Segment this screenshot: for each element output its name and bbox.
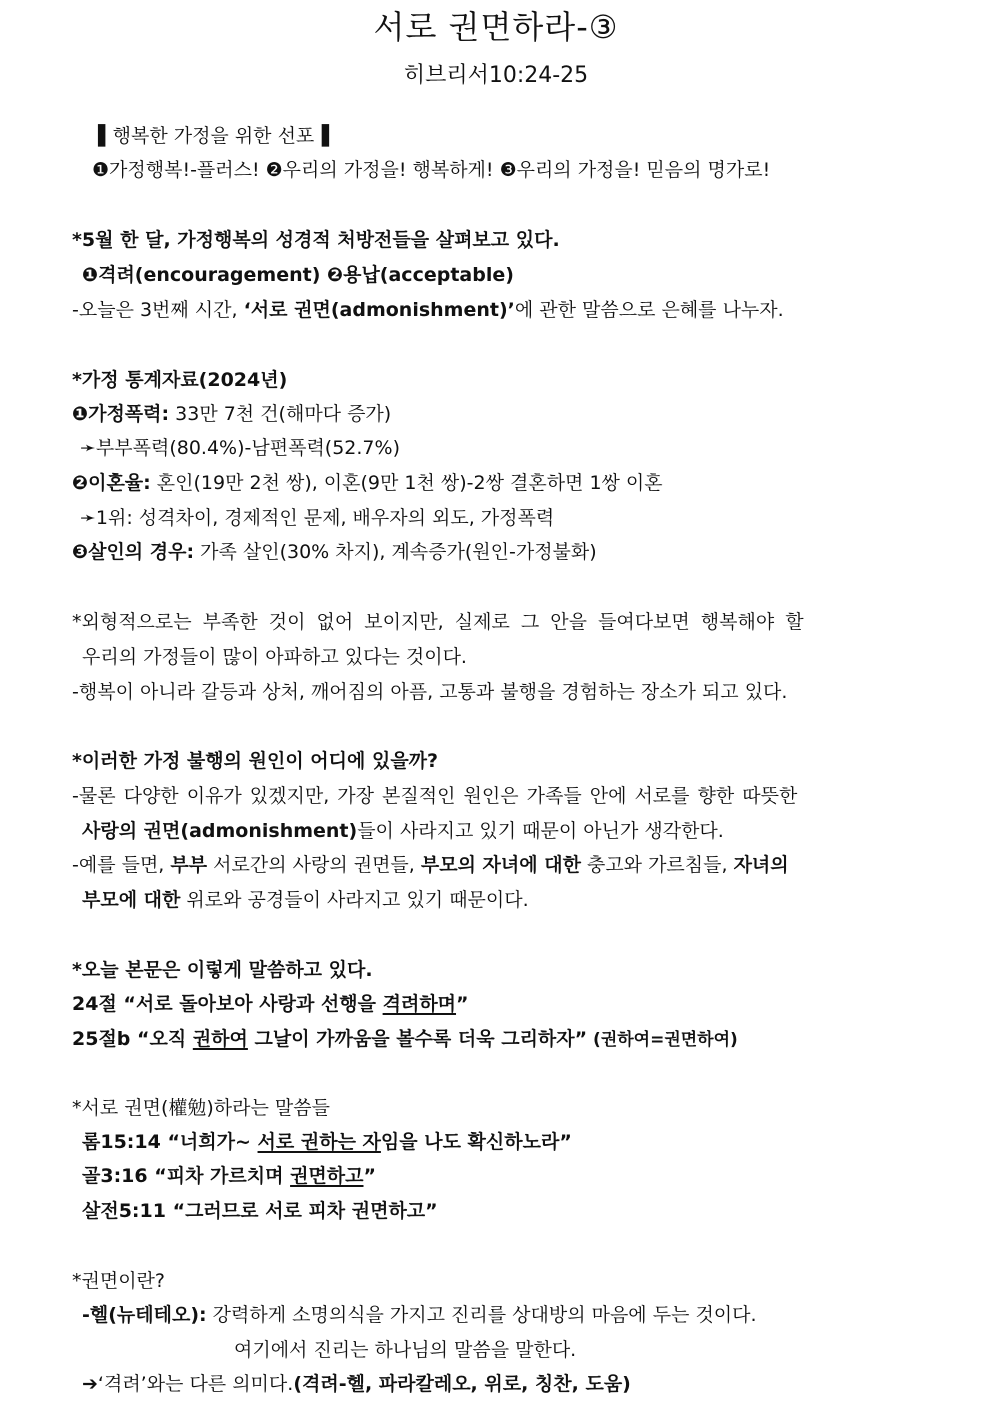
reference-thessalonians: 살전5:11 “그러므로 서로 피차 권면하고”	[82, 1200, 438, 1222]
reference-colossians	[82, 1164, 376, 1188]
reference-romans-tail: 임을 나도 확신하노라”	[380, 1131, 572, 1153]
stats-item-2-sub: ➛1위: 성격차이, 경제적인 문제, 배우자의 외도, 가정폭력	[80, 507, 555, 529]
cause-heading: *이러한 가정 불행의 원인이 어디에 있을까?	[72, 750, 439, 772]
definition-line-3-emphasis: (격려-헬, 파라칼레오, 위로, 칭찬, 도움)	[293, 1373, 631, 1395]
outward-line-2: 우리의 가정들이 많이 아파하고 있다는 것이다.	[82, 646, 467, 668]
verse-24-text: 24절 “서로 돌아보아 사랑과 선행을	[72, 993, 383, 1015]
intro-line-3-text: -오늘은 3번째 시간,	[72, 299, 244, 321]
outward-line-1: *외형적으로는 부족한 것이 없어 보이지만, 실제로 그 안을 들여다보면 행복해야 할	[72, 611, 804, 633]
stats-item-3-label: ❸살인의 경우:	[72, 541, 195, 563]
outward-line-3: -행복이 아니라 갈등과 상처, 깨어짐의 아픔, 고통과 불행을 경험하는 장소가 되고 있다.	[72, 681, 788, 703]
intro-line-3-emphasis: ‘서로 권면(admonishment)’	[243, 299, 515, 321]
words-heading: *서로 권면(權勉)하라는 말씀들	[72, 1097, 330, 1119]
cause-line-4-emphasis: 부모에 대한	[82, 889, 181, 911]
cause-line-3-a: -예를 들면,	[72, 854, 171, 876]
verse-24-underline: 격려하며	[382, 993, 457, 1015]
verse-24-close: ”	[456, 993, 469, 1015]
definition-term: -헬(뉴테테오):	[82, 1304, 207, 1326]
cause-line-4-text: 위로와 공경들이 사라지고 있기 때문이다.	[180, 889, 529, 911]
intro-line-1: *5월 한 달, 가정행복의 성경적 처방전들을 살펴보고 있다.	[72, 229, 560, 251]
cause-line-3-c: 서로간의 사랑의 권면들,	[207, 854, 421, 876]
cause-line-3	[72, 853, 789, 877]
reference-romans	[82, 1130, 572, 1154]
definition-text: 강력하게 소명의식을 가지고 진리를 상대방의 마음에 두는 것이다.	[206, 1304, 757, 1326]
stats-item-1-text: 33만 7천 건(해마다 증가)	[169, 403, 392, 425]
cause-line-1: -물론 다양한 이유가 있겠지만, 가장 본질적인 원인은 가족들 안에 서로를 향한 따뜻한	[72, 785, 798, 807]
definition-line-1	[82, 1303, 757, 1327]
stats-item-1-label: ❶가정폭력:	[72, 403, 170, 425]
stats-item-1	[72, 402, 391, 426]
stats-item-3	[72, 540, 597, 564]
stats-item-3-text: 가족 살인(30% 차지), 계속증가(원인-가정불화)	[194, 541, 597, 563]
verse-25	[72, 1027, 738, 1052]
scripture-reference: 히브리서10:24-25	[403, 63, 589, 88]
stats-item-2-label: ❷이혼율:	[72, 472, 151, 494]
definition-line-2: 여기에서 진리는 하나님의 말씀을 말한다.	[234, 1339, 577, 1361]
verse-25-note: (권하여=권면하여)	[587, 1030, 738, 1050]
stats-heading: *가정 통계자료(2024년)	[72, 369, 288, 391]
verse-25-text: 25절b “오직	[72, 1028, 193, 1050]
intro-line-3-tail: 에 관한 말씀으로 은혜를 나누자.	[514, 299, 784, 321]
declaration-heading: ▌행복한 가정을 위한 선포▐	[98, 125, 329, 147]
reference-romans-text: 롬15:14 “너희가~	[82, 1131, 258, 1153]
cause-line-3-e: 충고와 가르침들,	[580, 854, 734, 876]
cause-line-2	[82, 819, 724, 843]
page-title: 서로 권면하라-③	[373, 8, 619, 46]
stats-item-2-text: 혼인(19만 2천 쌍), 이혼(9만 1천 쌍)-2쌍 결혼하면 1쌍 이혼	[150, 472, 663, 494]
intro-line-3	[72, 298, 784, 322]
reference-colossians-close: ”	[363, 1165, 376, 1187]
reference-colossians-underline: 권면하고	[290, 1165, 364, 1187]
reference-colossians-text: 골3:16 “피차 가르치며	[82, 1165, 291, 1187]
verse-25-tail: 그날이 가까움을 볼수록 더욱 그리하자”	[247, 1028, 588, 1050]
text-heading: *오늘 본문은 이렇게 말씀하고 있다.	[72, 959, 373, 981]
stats-item-2	[72, 471, 663, 495]
stats-item-1-sub: ➛부부폭력(80.4%)-남편폭력(52.7%)	[80, 437, 400, 459]
cause-line-2-emphasis: 사랑의 권면(admonishment)	[82, 820, 358, 842]
definition-line-3-text: ➔‘격려’와는 다른 의미다.	[82, 1373, 294, 1395]
declaration-items: ❶가정행복!-플러스! ❷우리의 가정을! 행복하게! ❸우리의 가정을! 믿음의 명가로!	[92, 159, 771, 181]
intro-line-2: ❶격려(encouragement) ❷용납(acceptable)	[82, 264, 514, 286]
definition-heading: *권면이란?	[72, 1270, 166, 1292]
reference-romans-underline: 서로 권하는 자	[257, 1131, 381, 1153]
cause-line-3-b: 부부	[170, 854, 208, 876]
verse-24	[72, 992, 469, 1016]
definition-line-3	[82, 1372, 631, 1396]
cause-line-4	[82, 888, 529, 912]
cause-line-3-d: 부모의 자녀에 대한	[420, 854, 581, 876]
verse-25-underline: 권하여	[192, 1028, 248, 1050]
cause-line-2-text: 들이 사라지고 있기 때문이 아닌가 생각한다.	[357, 820, 724, 842]
cause-line-3-f: 자녀의	[733, 854, 789, 876]
